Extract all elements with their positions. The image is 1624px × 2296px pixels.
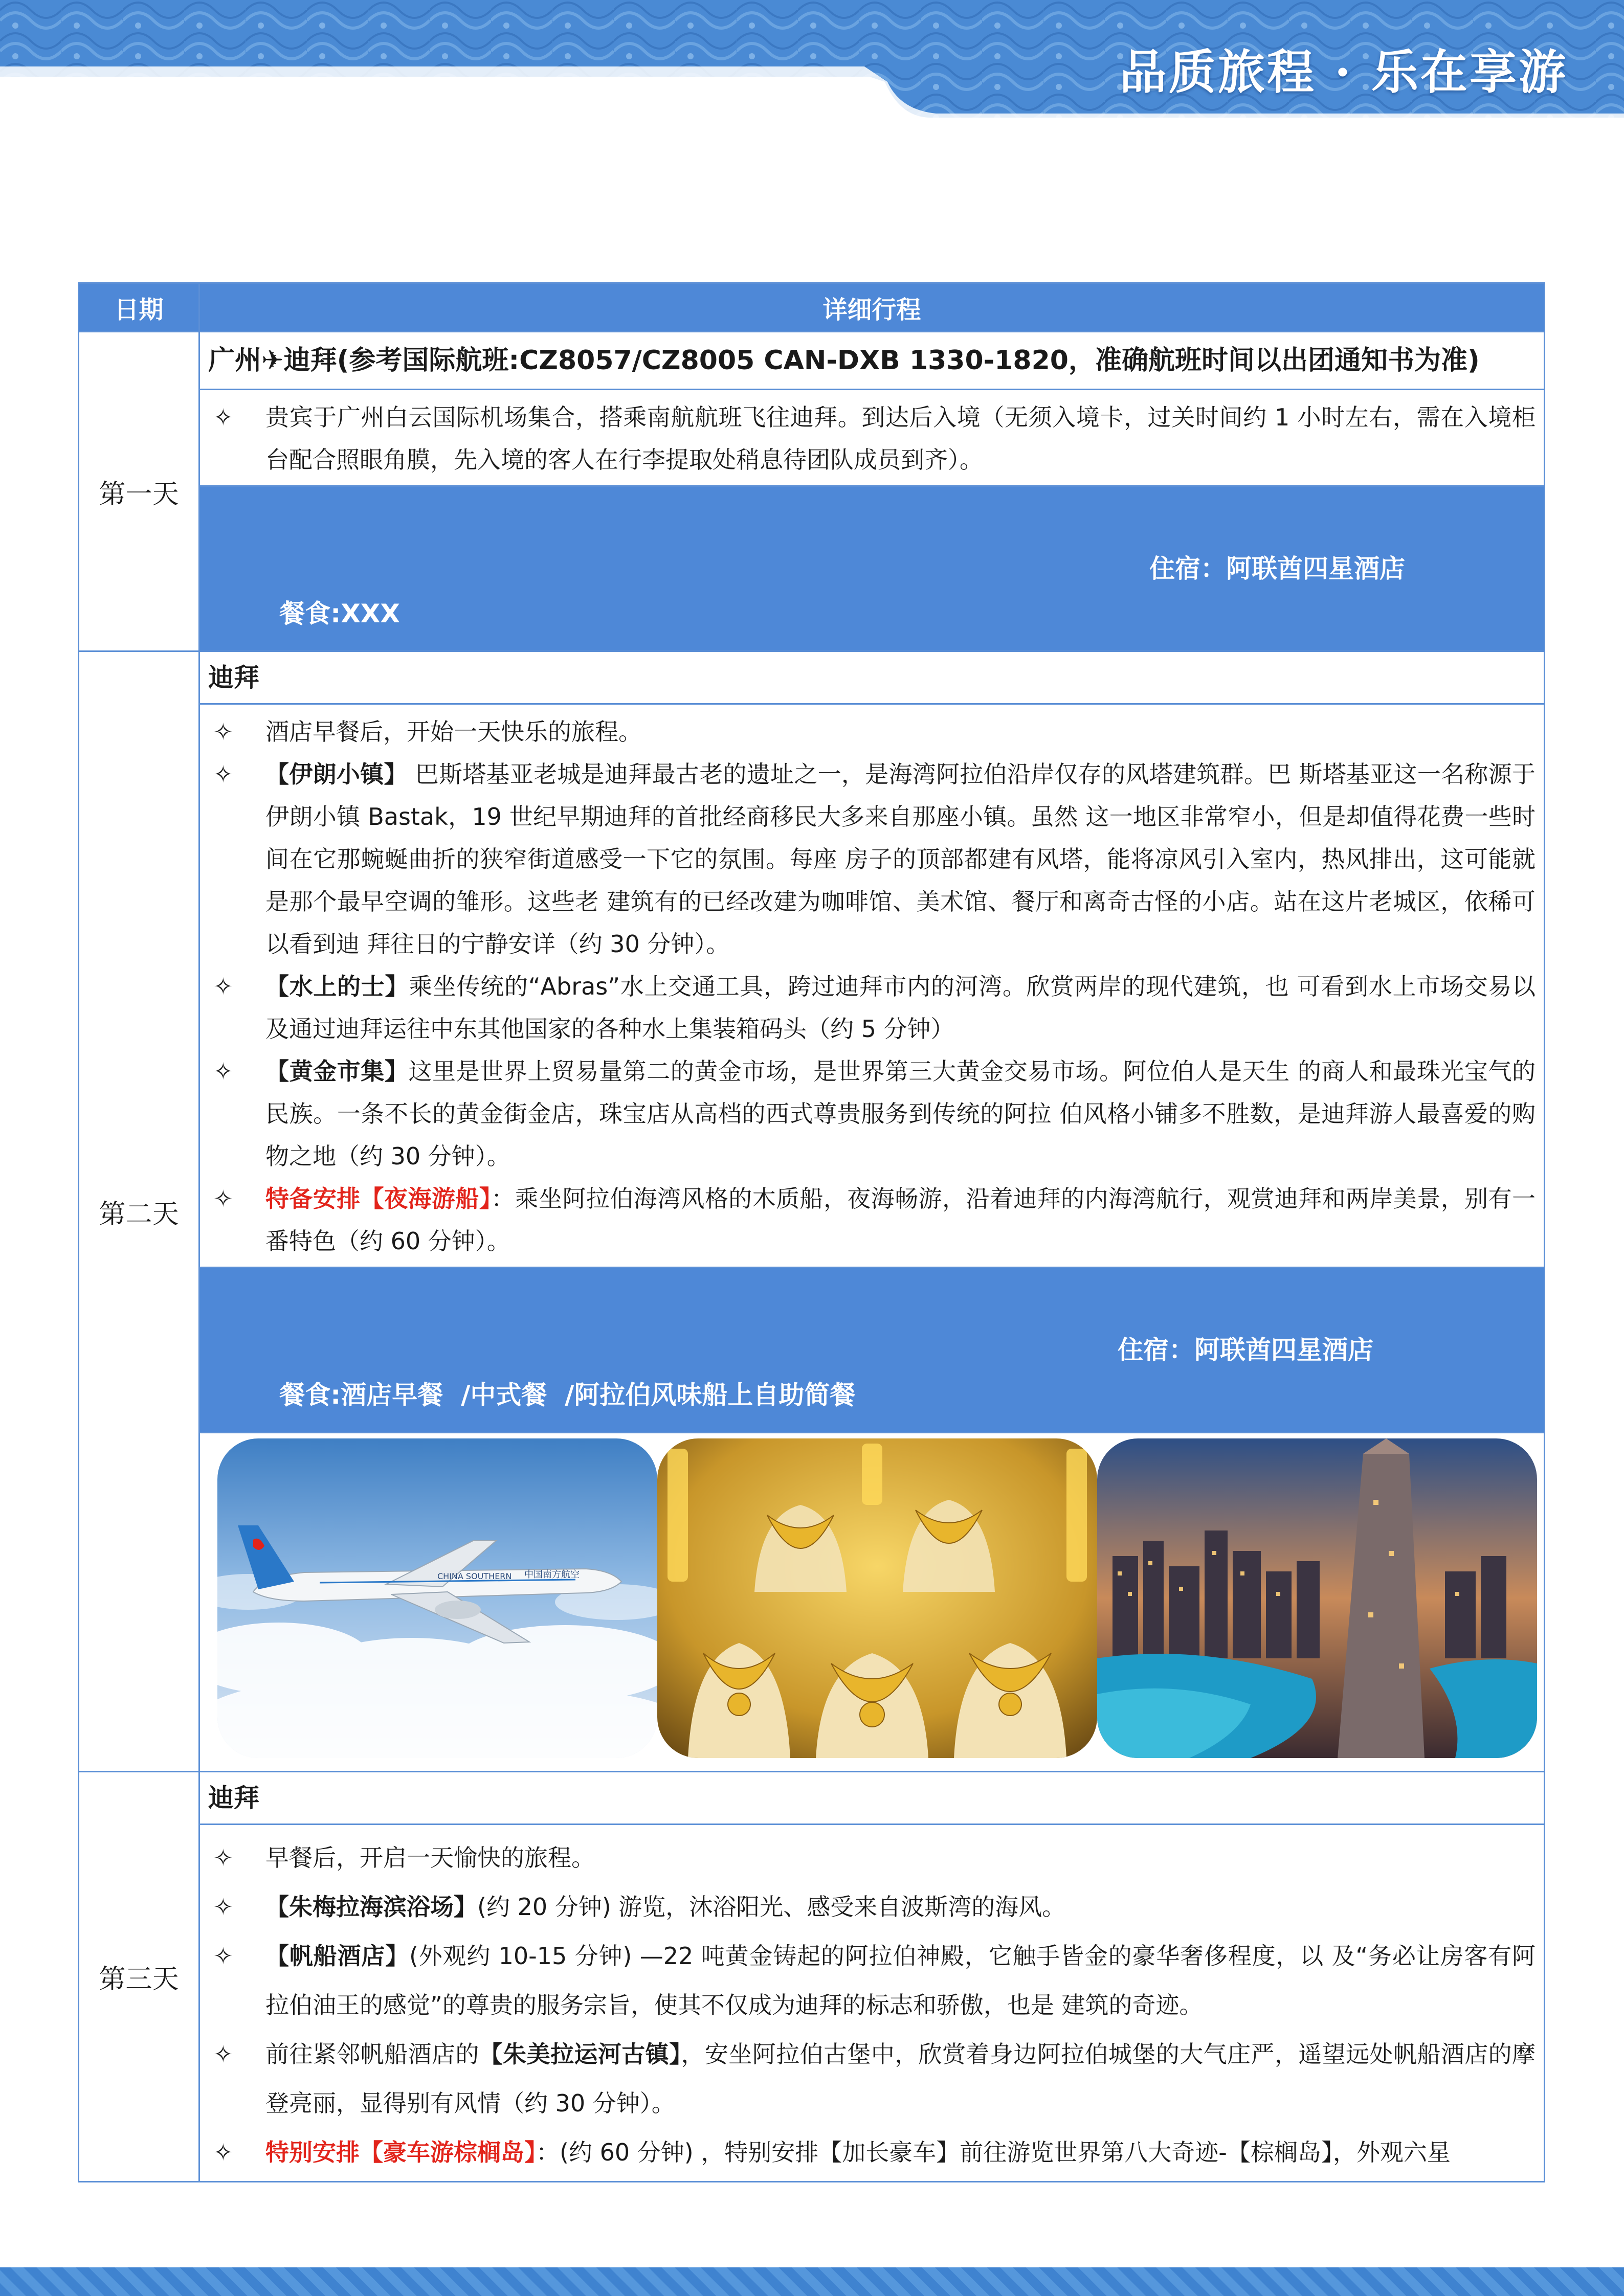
day3-date: 第三天: [79, 1772, 199, 2182]
day2-body-row: [79, 704, 1545, 1268]
day1-date: 第一天: [79, 332, 199, 651]
airplane-livery-cn: 中国南方航空: [524, 1569, 580, 1581]
table-header-row: [79, 283, 1545, 332]
list-item: ✧ 【黄金市集】这里是世界上贸易量第二的黄金市场，是世界第三大黄金交易市场。阿位伯人是天生 的商人和最珠光宝气的民族。一条不长的黄金街金店，珠宝店从高档的西式尊贵服务到传统的阿拉 伯风格小铺多不胜数，是迪拜游人最喜爱的购物之地（约 30 分钟）。: [208, 1050, 1536, 1178]
list-item: ✧ 【水上的士】乘坐传统的“Abras”水上交通工具，跨过迪拜市内的河湾。欣赏两岸的现代建筑，也 可看到水上市场交易以及通过迪拜运往中东其他国家的各种水上集装箱码头（约 5 分钟）: [208, 965, 1536, 1050]
list-item: ✧ 早餐后，开启一天愉快的旅程。: [208, 1833, 1536, 1882]
day3-title-row: [79, 1772, 1545, 1825]
list-item: ✧ 【朱梅拉海滨浴场】(约 20 分钟) 游览，沐浴阳光、感受来自波斯湾的海风。: [208, 1882, 1536, 1931]
gold-market-photo: [657, 1438, 1097, 1758]
dubai-marina-photo: [1097, 1438, 1537, 1758]
list-item: ✧ 前往紧邻帆船酒店的【朱美拉运河古镇】，安坐阿拉伯古堡中，欣赏着身边阿拉伯城堡的大气庄严，遥望远处帆船酒店的摩登亮丽，显得别有风情（约 30 分钟）。: [208, 2030, 1536, 2128]
bullet-icon: ✧: [213, 2040, 233, 2068]
bullet-icon: ✧: [213, 2139, 233, 2167]
day1-meal-row: [79, 486, 1545, 651]
day3-body-row: [79, 1825, 1545, 2182]
day3-body: [199, 1825, 1545, 2182]
day2-meals: 餐食:酒店早餐 /中式餐 /阿拉伯风味船上自助简餐: [279, 1380, 856, 1410]
slogan: 品质旅程 · 乐在享游: [1119, 44, 1568, 100]
bullet-icon: ✧: [213, 1844, 233, 1872]
list-item: ✧ 特别安排【豪车游棕榈岛】：(约 60 分钟) ，特别安排【加长豪车】前往游览世界第八大奇迹-【棕榈岛】，外观六星: [208, 2128, 1536, 2177]
bullet-icon: ✧: [213, 403, 233, 432]
bullet-icon: ✧: [213, 1057, 233, 1086]
day1-meal-bar: [199, 486, 1545, 651]
day1-title: 广州✈迪拜(参考国际航班:CZ8057/CZ8005 CAN-DXB 1330-1820，准确航班时间以出团通知书为准): [199, 332, 1545, 390]
list-item: ✧ 【伊朗小镇】 巴斯塔基亚老城是迪拜最古老的遗址之一，是海湾阿拉伯沿岸仅存的风塔建筑群。巴 斯塔基亚这一名称源于伊朗小镇 Bastak，19 世纪早期迪拜的首批经商移民大多来自那座小镇。虽然 这一地区非常窄小，但是却值得花费一些时间在它那蜿蜒曲折的狭窄街道感受一下它的氛围。每座 房子的顶部都建有风塔，能将凉风引入室内，热风排出，这可能就是那个最早空调的雏形。这些老 建筑有的已经改建为咖啡馆、美术馆、餐厅和离奇古怪的小店。站在这片老城区，依稀可以看到迪 拜往日的宁静安详（约 30 分钟）。: [208, 753, 1536, 965]
airplane-livery: CHINA SOUTHERN: [437, 1571, 512, 1582]
list-item: ✧ 贵宾于广州白云国际机场集合，搭乘南航航班飞往迪拜。到达后入境（无须入境卡，过关时间约 1 小时左右，需在入境柜台配合照眼角膜，先入境的客人在行李提取处稍息待团队成员到齐）。: [208, 396, 1536, 481]
day2-date: 第二天: [79, 651, 199, 1772]
day2-title-row: [79, 651, 1545, 704]
column-header-detail: 详细行程: [199, 283, 1545, 332]
airplane-photo: [217, 1438, 657, 1758]
bullet-icon: ✧: [213, 973, 233, 1001]
day2-meal-row: [79, 1268, 1545, 1433]
bullet-icon: ✧: [213, 1893, 233, 1921]
column-header-date: 日期: [79, 283, 199, 332]
day2-photo-row: [79, 1433, 1545, 1772]
day2-title: 迪拜: [199, 651, 1545, 704]
footer-bar: [0, 2267, 1624, 2296]
day1-title-row: [79, 332, 1545, 390]
day1-body-row: [79, 390, 1545, 486]
itinerary-table: [78, 282, 1545, 2182]
day1-lodging: 住宿：阿联酋四星酒店: [1149, 554, 1405, 584]
day2-photos: [199, 1433, 1545, 1772]
header-banner: [0, 0, 1624, 123]
day1-body: [199, 390, 1545, 486]
day3-title: 迪拜: [199, 1772, 1545, 1825]
bullet-icon: ✧: [213, 718, 233, 746]
day2-lodging: 住宿：阿联酋四星酒店: [1118, 1335, 1373, 1365]
day1-meals: 餐食:XXX: [279, 599, 400, 629]
list-item: ✧ 特备安排【夜海游船】：乘坐阿拉伯海湾风格的木质船，夜海畅游，沿着迪拜的内海湾航行，观赏迪拜和两岸美景，别有一番特色（约 60 分钟）。: [208, 1178, 1536, 1263]
bullet-icon: ✧: [213, 1185, 233, 1213]
bullet-icon: ✧: [213, 760, 233, 789]
list-item: ✧ 酒店早餐后，开始一天快乐的旅程。: [208, 711, 1536, 753]
day2-meal-bar: [199, 1268, 1545, 1433]
day2-body: [199, 704, 1545, 1268]
list-item: ✧ 【帆船酒店】(外观约 10-15 分钟) —22 吨黄金铸起的阿拉伯神殿，它触手皆金的豪华奢侈程度，以 及“务必让房客有阿拉伯油王的感觉”的尊贵的服务宗旨，使其不仅成为迪拜的标志和骄傲，也是 建筑的奇迹。: [208, 1931, 1536, 2030]
bullet-icon: ✧: [213, 1942, 233, 1970]
